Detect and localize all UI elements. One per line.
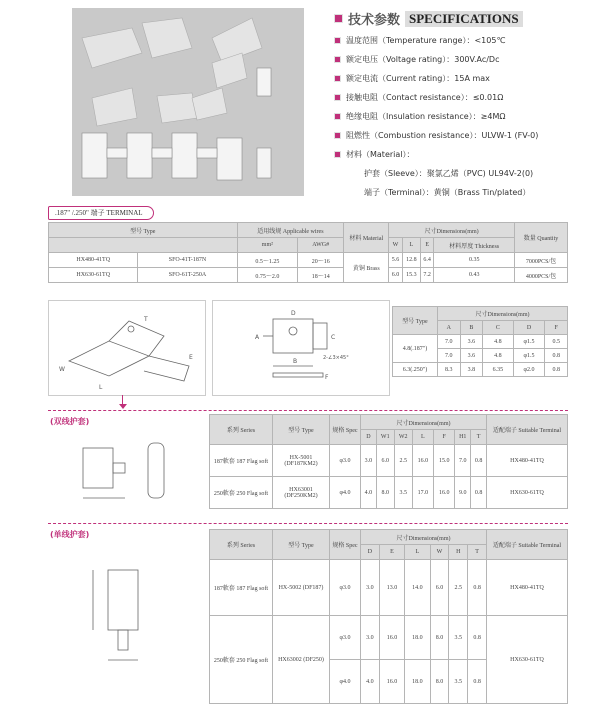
- spec-item: 额定电流（Current rating）：15A max: [334, 69, 604, 88]
- spec-list: [334, 31, 604, 202]
- bullet-icon: [334, 94, 341, 101]
- bullet-icon: [334, 132, 341, 139]
- label-e: E: [189, 354, 193, 361]
- table-row: 250軟套 250 Flag soft HX63002 (DF250) φ3.0 3.0 16.0 18.0 8.0 3.5 0.8 HX630-61TQ: [210, 616, 568, 660]
- label-c: C: [331, 334, 336, 341]
- table-row: φ4.0 4.0 16.0 18.0 8.0 3.5 0.8: [210, 660, 568, 704]
- arrow-down-icon: [119, 404, 127, 409]
- table-row: 187軟套 187 Flag soft HX-5001 (DF187KM2) φ3.0 3.0 6.0 2.5 16.0 15.0 7.0 0.8 HX480-41TQ: [210, 445, 568, 477]
- label-f: F: [325, 374, 329, 381]
- single-sleeve-drawing: [48, 545, 203, 705]
- spec-title-en: SPECIFICATIONS: [405, 11, 523, 27]
- table-row: 4.8(.187") 7.0 3.6 4.8 φ1.5 0.5: [393, 335, 568, 349]
- bullet-icon: [334, 56, 341, 63]
- spec-item: 接触电阻（Contact resistance）：≤0.01Ω: [334, 88, 604, 107]
- material-sleeve: 护套（Sleeve）：聚氯乙烯（PVC) UL94V-2(0): [364, 169, 534, 178]
- section-single-label: (单线护套): [50, 530, 90, 539]
- label-b: B: [293, 358, 298, 365]
- tab-drawing: [212, 300, 390, 396]
- spec-item: 温度范围（Temperature range）：<105℃: [334, 31, 604, 50]
- table-row: 187軟套 187 Flag soft HX-5002 (DF187) φ3.0 3.0 13.0 14.0 6.0 2.5 0.8 HX480-41TQ: [210, 560, 568, 616]
- section-divider: [48, 523, 568, 524]
- label-t: T: [144, 316, 148, 323]
- product-photo: [72, 8, 304, 196]
- material-cell: 黄铜 Brass: [344, 253, 389, 283]
- spec-title-cn: 技术参数: [348, 13, 401, 28]
- label-angle: 2-∠3×45°: [323, 355, 349, 361]
- th-awg: AWG#: [298, 238, 344, 253]
- terminal-section-tag: .187" /.250" 端子 TERMINAL: [48, 206, 154, 220]
- bullet-icon: [334, 75, 341, 82]
- section-double-label: (双线护套): [50, 417, 90, 426]
- spec-item: 材料（Material）：: [334, 145, 604, 164]
- label-d: D: [291, 310, 296, 317]
- terminal-table: [48, 222, 568, 283]
- spec-item: 额定电压（Voltage rating）：300V.Ac/Dc: [334, 50, 604, 69]
- th-wires: 适用线规 Applicable wires: [237, 223, 344, 238]
- label-l: L: [99, 384, 103, 391]
- heading-bullet-icon: [334, 14, 343, 23]
- double-sleeve-drawing: [48, 428, 203, 518]
- double-sleeve-table: 系列 Series 型号 Type 规格 Spec 尺寸Dimensions(mm) 适配端子 Suitable Terminal D W1 W2 L F H1 T 187軟套 187 Flag soft HX-5001 (DF187KM2) φ3.0 3.0 6.0 2.5 16.0 15.0 7.0 0.8 HX480-41TQ 250軟套 250 Flag soft HX63001 (DF250KM2) φ4.0 4.0 8.0 3.5 17.0 16.0 9.0 0.8 HX630-61TQ: [209, 414, 568, 509]
- bullet-icon: [334, 113, 341, 120]
- bullet-icon: [334, 37, 341, 44]
- terminal-photo-illustration: [72, 8, 304, 196]
- table-row: HX480-41TQ SFO-41T-187N 0.5～1.25 20～16 黄铜 Brass 5.6 12.8 6.4 0.35 7000PCS/包: [49, 253, 568, 268]
- tab-dim-table: 型号 Type 尺寸Dimensions(mm) A B C D F 4.8(.187") 7.0 3.6 4.8 φ1.5 0.5 7.0 3.6 4.8 φ1.5 0.8 6.3(.250") 8.3 3.8 6.35 φ2.0 0.8: [392, 306, 568, 377]
- th-dims: 尺寸Dimensions(mm): [389, 223, 515, 238]
- th-e: E: [420, 238, 433, 253]
- label-a: A: [255, 334, 260, 341]
- th-model: 型号 Type: [49, 223, 238, 238]
- spec-heading: [334, 9, 523, 28]
- section-divider: [48, 410, 568, 411]
- th-w: W: [389, 238, 402, 253]
- label-w: W: [59, 366, 65, 373]
- th-mm2: mm²: [237, 238, 298, 253]
- th-material: 材料 Material: [344, 223, 389, 253]
- th-thick: 材料厚度 Thickness: [434, 238, 515, 253]
- bullet-icon: [334, 151, 341, 158]
- single-sleeve-table: 系列 Series 型号 Type 规格 Spec 尺寸Dimensions(mm) 适配端子 Suitable Terminal D E L W H T 187軟套 187 Flag soft HX-5002 (DF187) φ3.0 3.0 13.0 14.0 6.0 2.5 0.8 HX480-41TQ 250軟套 250 Flag soft HX63002 (DF250) φ3.0 3.0 16.0 18.0 8.0 3.5 0.8 HX630-61TQ φ4.0 4.0 16.0 18.0 8.0 3.5 0.8: [209, 529, 568, 704]
- th-l: L: [402, 238, 420, 253]
- material-terminal: 端子（Terminal）：黄铜（Brass Tin/plated）: [364, 188, 531, 197]
- terminal-iso-drawing: [48, 300, 206, 396]
- spec-item: 阻燃性（Combustion resistance）：ULVW-1 (FV-0): [334, 126, 604, 145]
- table-row: 6.3(.250") 8.3 3.8 6.35 φ2.0 0.8: [393, 363, 568, 377]
- table-row: 250軟套 250 Flag soft HX63001 (DF250KM2) φ4.0 4.0 8.0 3.5 17.0 16.0 9.0 0.8 HX630-61TQ: [210, 477, 568, 509]
- table-row: 7.0 3.6 4.8 φ1.5 0.8: [393, 349, 568, 363]
- th-qty: 数量 Quantity: [515, 223, 568, 253]
- table-row: HX630-61TQ SFO-61T-250A 0.75～2.0 18～14 6.0 15.3 7.2 0.43 4000PCS/包: [49, 268, 568, 283]
- spec-item: 绝缘电阻（Insulation resistance）：≥4MΩ: [334, 107, 604, 126]
